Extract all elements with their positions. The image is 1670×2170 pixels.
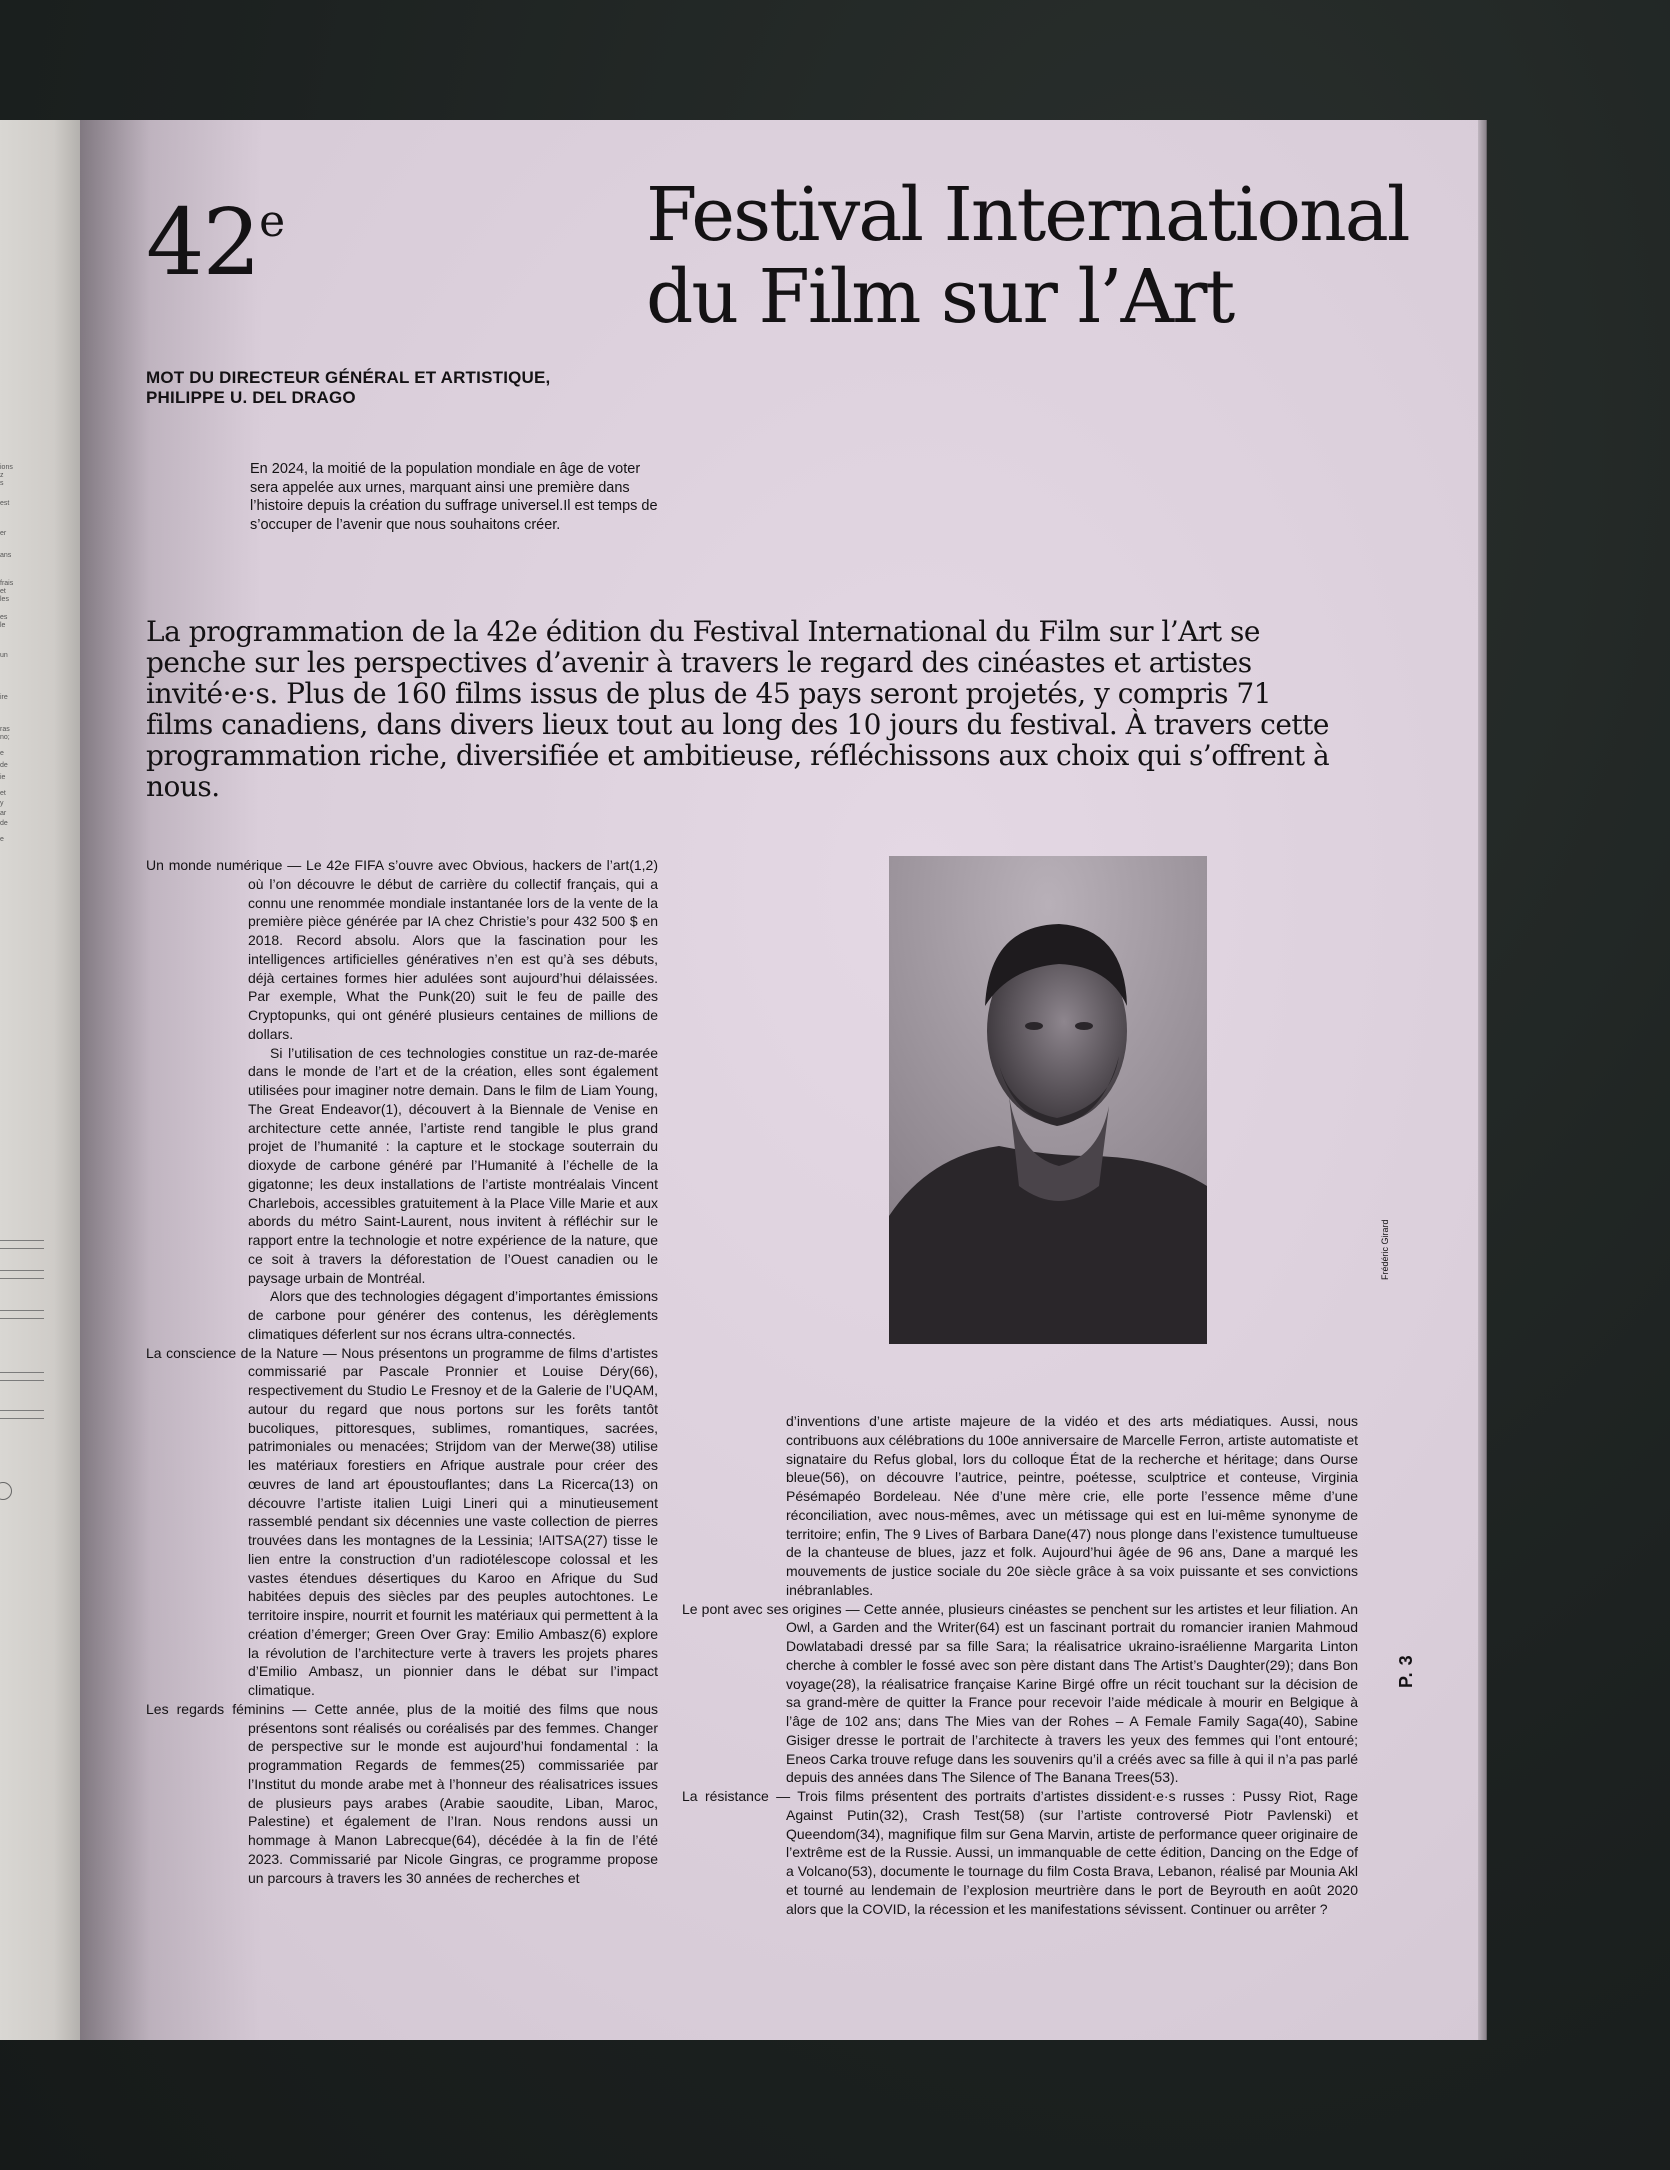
rule [0,1248,44,1249]
rule [0,1372,44,1373]
left-page-fragment: le [0,622,6,629]
page-edge [1478,120,1486,2040]
paragraph-resistance: La résistance — Trois films présentent des portraits d’artistes dissident·e·s russes : Pussy Riot, Rage Against Putin(32), Crash Test(58) (sur l’artiste controversé Piotr Pavlenski) et Queendom(34), magnifique film sur Gena Marvin, artiste de performance queer originaire de l’extrême est de la Russie. Aussi, un immanquable de cette édition, Dancing on the Edge of a Volcano(53), documente le tournage du film Costa Brava, Lebanon, réalisé par Mounia Akl et tourné au lendemain de l’explosion meurtrière dans le port de Beyrouth en août 2020 alors que la COVID, la récession et les manifestations sévissent. Continuer ou arrêter ? [682,1788,1358,1917]
paragraph-technologies: Si l’utilisation de ces technologies constitue un raz-de-marée dans le monde de l’art et de la création, elles sont également utilisées pour imaginer notre demain. Dans le film de Liam Young, The Great Endeavor(1), découvert à la Biennale de Venise en architecture cette année, l’artiste rend tangible le plus grand projet de l’humanité : la capture et le stockage souterrain du dioxyde de carbone généré par l’Humanité à l’échelle de la gigatonne; les deux installations de l’artiste montréalais Vincent Charlebois, accessibles gratuitement à la Place Ville Marie et aux abords du métro Saint-Laurent, nous invitent à réfléchir sur le rapport entre la technologie et notre expérience de la nature, que ce soit à travers la déforestation de l’Ouest canadien ou le paysage urbain de Montréal. [248,1044,658,1286]
left-page-fragment: es [0,614,8,621]
left-page-fragment: les [0,596,9,603]
magazine-page [80,120,1478,2040]
left-page-fragment: est [0,500,10,507]
portrait-image [889,856,1207,1344]
lead-paragraph: La programmation de la 42e édition du Festival International du Film sur l’Art se penche sur les perspectives d’avenir à travers le regard des cinéastes et artistes invité·e·s. Plus de 160 films issus de plus de 45 pays seront projetés, y compris 71 films canadiens, dans divers lieux tout au long des 10 jours du festival. À travers cette programmation riche, diversifiée et ambitieuse, réfléchissons aux choix qui s’offrent à nous. [146,615,1330,803]
rule [0,1410,44,1411]
left-page-fragment: ire [0,694,8,701]
portrait-photo [889,856,1207,1344]
footnote-circle [0,1482,12,1500]
paragraph-nature: La conscience de la Nature — Nous présentons un programme de films d’artistes commissarié par Pascale Pronnier et Louise Déry(66), respectivement du Studio Le Fresnoy et de la Galerie de l’UQAM, autour du regard que nous portons sur les forêts tantôt bucoliques, pittoresques, sublimes, romantiques, sacrées, patrimoniales ou menacées; Strijdom van der Merwe(38) utilise les matériaux forestiers en Afrique australe pour créer des œuvres de land art époustouflantes; dans La Ricerca(13) on découvre l’artiste italien Luigi Lineri qui a minutieusement rassemblé pendant six décennies une vaste collection de pierres trouvées dans les montagnes de la Lessinia; !AITSA(27) tisse le lien entre la construction d’un radiotélescope colossal et les vastes étendues désertiques du Karoo en Afrique du Sud habitées depuis des siècles par des peuples autochtones. Le territoire inspire, nourrit et fournit les matériaux qui permettent à la création d’émerger; Green Over Gray: Emilio Ambasz(6) explore la révolution de l’architecture verte à travers les projets phares d’Emilio Ambasz, un pionnier dans le débat sur l’impact climatique. [146,1344,658,1698]
paragraph-feminins: Les regards féminins — Cette année, plus de la moitié des films que nous présentons sont réalisés ou coréalisés par des femmes. Changer de perspective sur le monde est aujourd’hui fondamental : la programmation Regards de femmes(25) commissariée par l’Institut du monde arabe met à l’honneur des réalisatrices issues de plusieurs pays arabes (Arabie saoudite, Liban, Maroc, Palestine) et également de l’Iran. Nous rendons aussi un hommage à Manon Labrecque(64), décédée à la fin de l’été 2023. Commissarié par Nicole Gingras, ce programme propose un parcours à travers les 30 années de recherches et [146,1700,658,1886]
left-page-fragment: ar [0,810,7,817]
kicker-line-1: MOT DU DIRECTEUR GÉNÉRAL ET ARTISTIQUE, [146,368,551,387]
left-page-fragment: ras [0,726,10,733]
left-page-fragment: no; [0,734,10,741]
left-page-fragment: e [0,750,4,757]
paragraph-carbone: Alors que des technologies dégagent d’importantes émissions de carbone pour générer des contenus, les dérèglements climatiques déferlent sur nos écrans ultra-connectés. [248,1288,658,1342]
left-page-fragment: et [0,790,6,797]
rule [0,1270,44,1271]
left-page-fragment: ions [0,464,13,471]
paragraph-origines: Le pont avec ses origines — Cette année, plusieurs cinéastes se penchent sur les artistes et leur filiation. An Owl, a Garden and the Writer(64) est un fascinant portrait du romancier iranien Mahmoud Dowlatabadi dressé par sa fille Sara; la réalisatrice ukraino-israélienne Margarita Linton cherche à combler le fossé avec son père distant dans The Artist’s Daughter(29); dans Bon voyage(28), la réalisatrice française Karine Birgé offre un récit touchant sur la décision de sa grand-mère de quitter la France pour recevoir l’aide médicale à mourir en Belgique à l’âge de 102 ans; dans The Mies van der Rohes – A Female Family Saga(40), Sabine Gisiger dresse le portrait de l’architecte à travers les yeux des femmes qui l’ont entouré; Eneos Carka trouve refuge dans les souvenirs qu’il a créés avec sa fille à qui il n’a pas parlé depuis des années dans The Silence of The Banana Trees(53). [682,1600,1358,1786]
left-page-edge [0,120,90,2040]
intro-paragraph: En 2024, la moitié de la population mondiale en âge de voter sera appelée aux urnes, marquant ainsi une première dans l’histoire depuis la création du suffrage universel.Il est temps de s’occuper de l’avenir que nous souhaitons créer. [250,461,658,533]
left-page-fragment: de [0,762,8,769]
left-column [146,856,658,1887]
left-page-fragment: et [0,588,6,595]
page-number: P. 3 [1396,1654,1416,1688]
left-page-fragment: frais [0,580,14,587]
title-line-1: Festival International [646,172,1409,258]
left-page-fragment: e [0,836,4,843]
left-page-fragment: de [0,820,8,827]
rule [0,1278,44,1279]
rule [0,1240,44,1241]
rule [0,1318,44,1319]
left-page-fragment: y [0,800,4,807]
kicker-line-2: PHILIPPE U. DEL DRAGO [146,388,356,407]
rule [0,1418,44,1419]
photo-credit: Frédéric Girard [1380,1219,1390,1280]
page-title [646,174,1446,338]
left-page-fragment: un [0,652,8,659]
kicker [146,368,666,408]
rule [0,1310,44,1311]
issue-number: 42e [146,189,284,296]
paragraph-inventions: d’inventions d’une artiste majeure de la vidéo et des arts médiatiques. Aussi, nous contribuons aux célébrations du 100e anniversaire de Marcelle Ferron, artiste automatiste et signataire du Refus global, lors du colloque État de la recherche et héritage; dans Ourse bleue(56), on découvre l’autrice, peintre, poétesse, sculptrice et conteuse, Virginia Pésémapéo Bordeleau. Née d’une mère crie, elle porte l’essence même d’une réconciliation, avec nous-mêmes, avec un métissage qui est en lui-même synonyme de territoire; enfin, The 9 Lives of Barbara Dane(47) nous plonge dans l’existence tumultueuse de la chanteuse de blues, jazz et folk. Aujourd’hui âgée de 96 ans, Dane a marqué les mouvements de justice sociale du 20e siècle grâce à sa voix puissante et ses convictions inébranlables. [786,1413,1358,1598]
rule [0,1380,44,1381]
paragraph-numerique: Un monde numérique — Le 42e FIFA s’ouvre avec Obvious, hackers de l’art(1,2) où l’on découvre le début de carrière du collectif français, qui a connu une renommée mondiale instantanée lors de la vente de la première pièce générée par IA chez Christie’s pour 432 500 $ en 2018. Record absolu. Alors que la fascination pour les intelligences artificielles génératives n’en est qu’à ses débuts, déjà certaines formes hier adulées sont aujourd’hui délaissées. Par exemple, What the Punk(20) suit le feu de paille des Cryptopunks, qui ont généré plusieurs centaines de millions de dollars. [146,857,658,1042]
right-column [682,1412,1358,1918]
left-page-fragment: er [0,530,7,537]
title-line-2: du Film sur l’Art [646,254,1234,340]
left-page-fragment: s [0,480,4,487]
left-page-fragment: ie [0,774,6,781]
left-page-fragment: z [0,472,4,479]
left-page-fragment: ans [0,552,12,559]
